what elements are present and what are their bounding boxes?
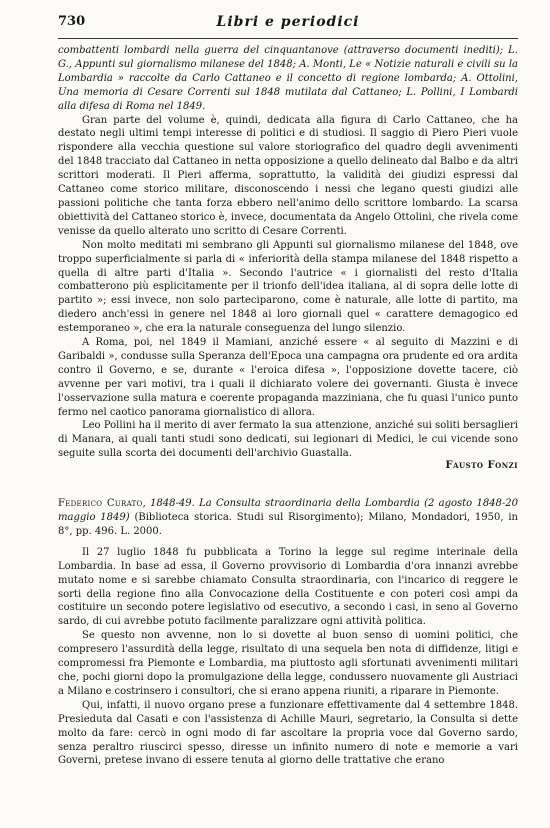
section-gap xyxy=(58,473,518,497)
review-book-title: 1848-49. La Consulta straordinaria della Lombardia (2 agosto 1848-20 maggio 1849) xyxy=(58,498,519,523)
header-rule xyxy=(58,38,518,39)
review-book-author: Federico Curato xyxy=(58,498,143,510)
page-body xyxy=(58,44,518,768)
review-body xyxy=(58,546,518,769)
page-number: 730 xyxy=(58,14,86,29)
paragraph: Il 27 luglio 1848 fu pubblicata a Torino la legge sul regime interinale della Lombardia. In base ad essa, il Governo provvisorio di Lombardia d'ora innanzi avrebbe mutato nome e si sarebbe chiamato Consulta straordinaria, con l'incarico di reggere le sorti della regione fino alla Convocazione della Costituente e con poteri così ampi da costituire un secondo potere legislativo od esecutivo, a secondo i casi, in seno al Governo sardo, di cui avrebbe potuto facilmente paralizzare ogni attività politica. xyxy=(58,546,518,628)
paragraph: Leo Pollini ha il merito di aver fermato la sua attenzione, anziché sui soliti bersaglieri di Manara, ai quali tanti studi sono dedicati, sui legionari di Medici, le cui vicende sono seguite sulla scorta dei documenti dell'archivio Guastalla. xyxy=(58,420,518,460)
contents-list: combattenti lombardi nella guerra del cinquantanove (attraverso documenti inediti); L. G., Appunti sul giornalismo milanese del 1848; A. Monti, Le « Notizie naturali e civili su la Lombardia » raccolte da Carlo Cattaneo e il concetto di regione lombarda; A. Ottolini, Una memoria di Cesare Correnti sul 1848 mutilata dal Cattaneo; L. Pollini, I Lombardi alla difesa di Roma nel 1849. xyxy=(58,45,518,112)
paragraph: Gran parte del volume è, quindi, dedicata alla figura di Carlo Cattaneo, che ha destato negli ultimi tempi interesse di politici e di studiosi. Il saggio di Piero Pieri vuole rispondere alla vecchia questione sul valore storiografico del quadro degli avvenimenti del 1848 tracciato dal Cattaneo in netta opposizione a quello delineato dal Balbo e da altri scrittori moderati. Il Pieri afferma, soprattutto, la validità dei giudizi espressi dal Cattaneo come storico militare, disconoscendo i nessi che legano questi giudizi alle passioni politiche che tanta forza ebbero nell'animo dello scrittore lombardo. La scarsa obiettività del Cattaneo storico è, invece, documentata da Angelo Ottolini, che rivela come venisse da quello alterato uno scritto di Cesare Correnti. xyxy=(58,114,519,237)
review-signature: Fausto Fonzi xyxy=(445,460,518,472)
running-head: Libri e periodici xyxy=(216,14,360,30)
paragraph: Se questo non avvenne, non lo si dovette al buon senso di uomini politici, che compresero l'assurdità della legge, risultato di una sequela ben nota di diffidenze, litigi e compromessi fra Piemonte e Lombardia, ma piuttosto agli sfortunati avvenimenti militari che, pochi giorni dopo la promulgazione della legge, condussero nuovamente gli Austriaci a Milano e costrinsero i consultori, che si erano appena riuniti, a riparare in Piemonte. xyxy=(58,630,518,697)
review-book-meta: (Biblioteca storica. Studi sul Risorgimento); Milano, Mondadori, 1950, in 8°, pp. 496. L. 2000. xyxy=(58,512,518,537)
paragraph: A Roma, poi, nel 1849 il Mamiani, anziché essere « al seguito di Mazzini e di Garibaldi », condusse sulla Speranza dell'Epoca una campagna ora prudente ed ora ardita contro il Governo, e se, durante « l'eroica difesa », l'opposizione dovette tacere, ciò avvenne per vari motivi, tra i quali il dichiarato volere dei governanti. Giusta è invece l'osservazione sulla matura e coerente propaganda mazziniana, che fu quasi l'unico punto fermo nel caotico panorama giornalistico di allora. xyxy=(58,337,518,418)
review-heading: Federico Curato, 1848-49. La Consulta straordinaria della Lombardia (2 agosto 1848-20 maggio 1849) (Biblioteca storica. Studi sul Risorgimento); Milano, Mondadori, 1950, in 8°, pp. 496. L. 2000. xyxy=(58,498,519,537)
paragraph: Qui, infatti, il nuovo organo prese a funzionare effettivamente dal 4 settembre 1848. Presieduta dal Casati e con l'assistenza di Achille Mauri, segretario, la Consulta si dette molto da fare: cercò in ogni modo di far ascoltare la propria voce dal Governo sardo, senza peraltro riuscirci spesso, diresse un infinito numero di note e memorie a vari Governi, pretese invano di essere tenuta al giorno delle trattative che erano xyxy=(58,699,518,767)
paragraph: Non molto meditati mi sembrano gli Appunti sul giornalismo milanese del 1848, ove troppo superficialmente si parla di « inferiorità della stampa milanese del 1848 rispetto a quella di altre parti d'Italia ». Secondo l'autrice « i giornalisti del resto d'Italia combatterono più esplicitamente per il trionfo dell'idea italiana, al di sopra delle lotte di partito »; essi invece, non solo parteciparono, come è naturale, alle lotte di partito, ma diedero anch'essi in genere nel 1848 ai loro giornali quel « carattere demagogico ed estemporaneo », che era la naturale conseguenza del lungo silenzio. xyxy=(58,239,518,335)
page-header xyxy=(58,14,518,38)
